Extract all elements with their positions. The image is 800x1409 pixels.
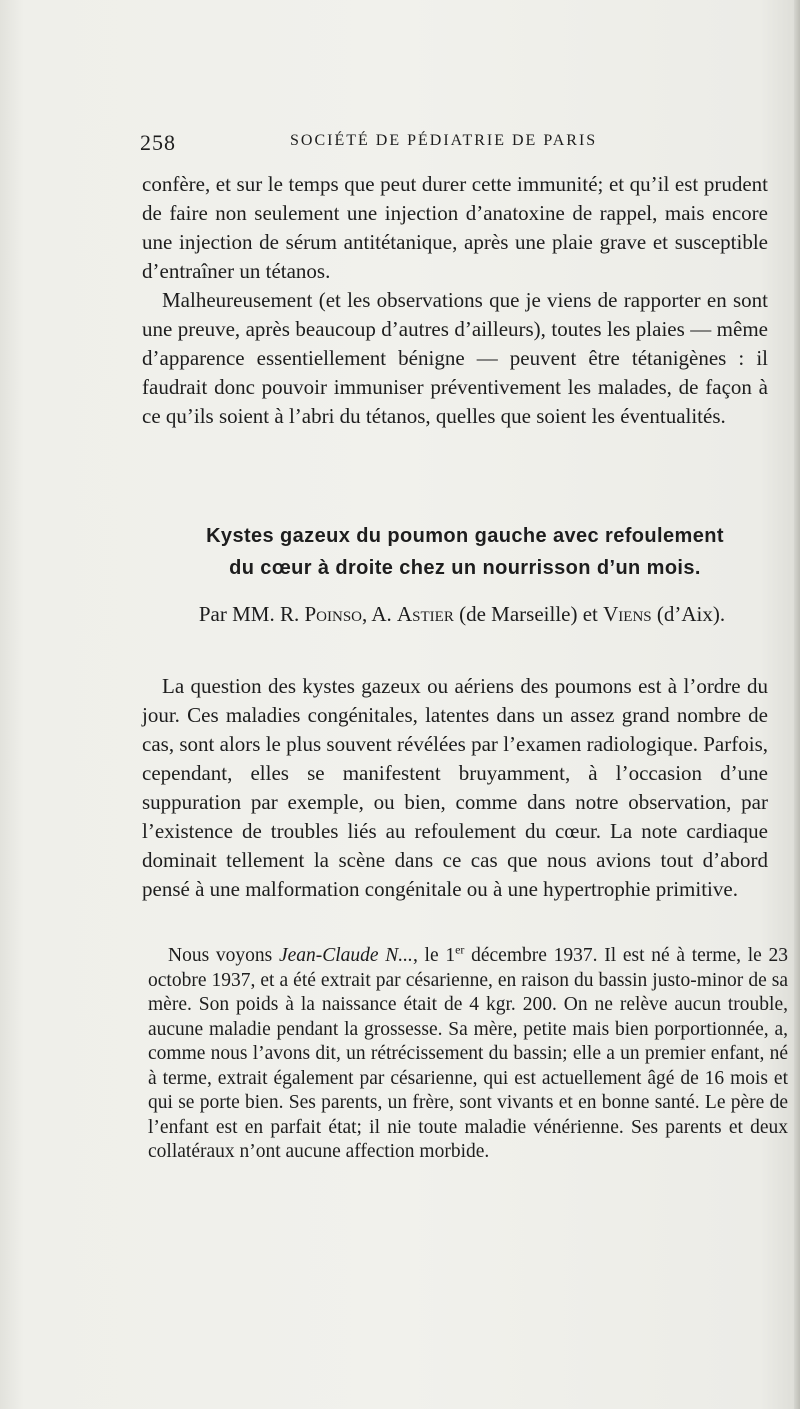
author-astier: Astier [397,602,454,626]
observation-date: , le 1 [412,945,456,966]
article-title [145,520,785,584]
observation-intro: Nous voyons [168,945,273,966]
article-authors [132,600,792,628]
paragraph-immunity [142,170,768,286]
paragraph-tetanus [142,286,768,431]
article-title-line-2: du cœur à droite chez un nourrisson d’un mois. [229,557,701,579]
page-number: 258 [140,130,176,155]
authors-separator: , A. [362,602,392,626]
author-poinso: Poinso [304,602,362,626]
paragraph-text: confère, et sur le temps que peut durer cette immunité; et qu’il est prudent de faire non seulement une injection d’anatoxine de rappel, mais encore une injection de sérum antitétanique, après une plaie grave et susceptible d’entraîner un tétanos. [142,172,768,283]
paragraph-text: La question des kystes gazeux ou aériens des poumons est à l’ordre du jour. Ces maladies congénitales, latentes dans un assez grand nombre de cas, sont alors le plus souvent révélées par l’examen radiologique. Parfois, cependant, elles se manifestent bruyamment, à l’occasion d’une suppuration par exemple, ou bien, comme dans notre observation, par l’existence de troubles liés au refoulement du cœur. La note cardiaque dominait tellement la scène dans ce cas que nous avions tout d’abord pensé à une malformation congénitale ou à une hypertrophie primitive. [142,674,768,901]
paragraph-text: Malheureusement (et les observations que je viens de rapporter en sont une preuve, après beaucoup d’autres d’ailleurs), toutes les plaies — même d’apparence essentiellement bénigne — peuvent être tétanigènes : il faudrait donc pouvoir immuniser préventivement les malades, de façon à ce qu’ils soient à l’abri du tétanos, quelles que soient les éventualités. [142,288,768,428]
running-title: SOCIÉTÉ DE PÉDIATRIE DE PARIS [290,132,598,149]
authors-separator: (de Marseille) et [459,602,598,626]
paragraph-observation [148,944,788,1165]
observation-body: décembre 1937. Il est né à terme, le 23 octobre 1937, et a été extrait par césarienne, en raison du bassin justo-minor de sa mère. Son poids à la naissance était de 4 kgr. 200. On ne relève aucun trouble, aucune maladie pendant la grossesse. Sa mère, petite mais bien porportionnée, a, comme nous l’avons dit, un rétrécissement du bassin; elle a un premier enfant, né à terme, extrait également par césarienne, qui est actuellement âgé de 16 mois et qui se porte bien. Ses parents, un frère, sont vivants et en bonne santé. Le père de l’enfant est en parfait état; il nie toute maladie vénérienne. Ses parents et deux collatéraux n’ont aucune affection morbide. [148,945,788,1162]
authors-prefix: Par MM. R. [198,602,300,626]
ordinal-superscript: er [455,942,465,957]
article-title-line-1: Kystes gazeux du poumon gauche avec refoulement [206,525,724,547]
authors-suffix: (d’Aix). [656,602,726,626]
paragraph-text [148,944,788,1165]
patient-name: Jean-Claude N... [278,945,413,966]
page-edge-shadow [794,0,800,1409]
author-viens: Viens [603,602,652,626]
paragraph-introduction [142,672,768,904]
